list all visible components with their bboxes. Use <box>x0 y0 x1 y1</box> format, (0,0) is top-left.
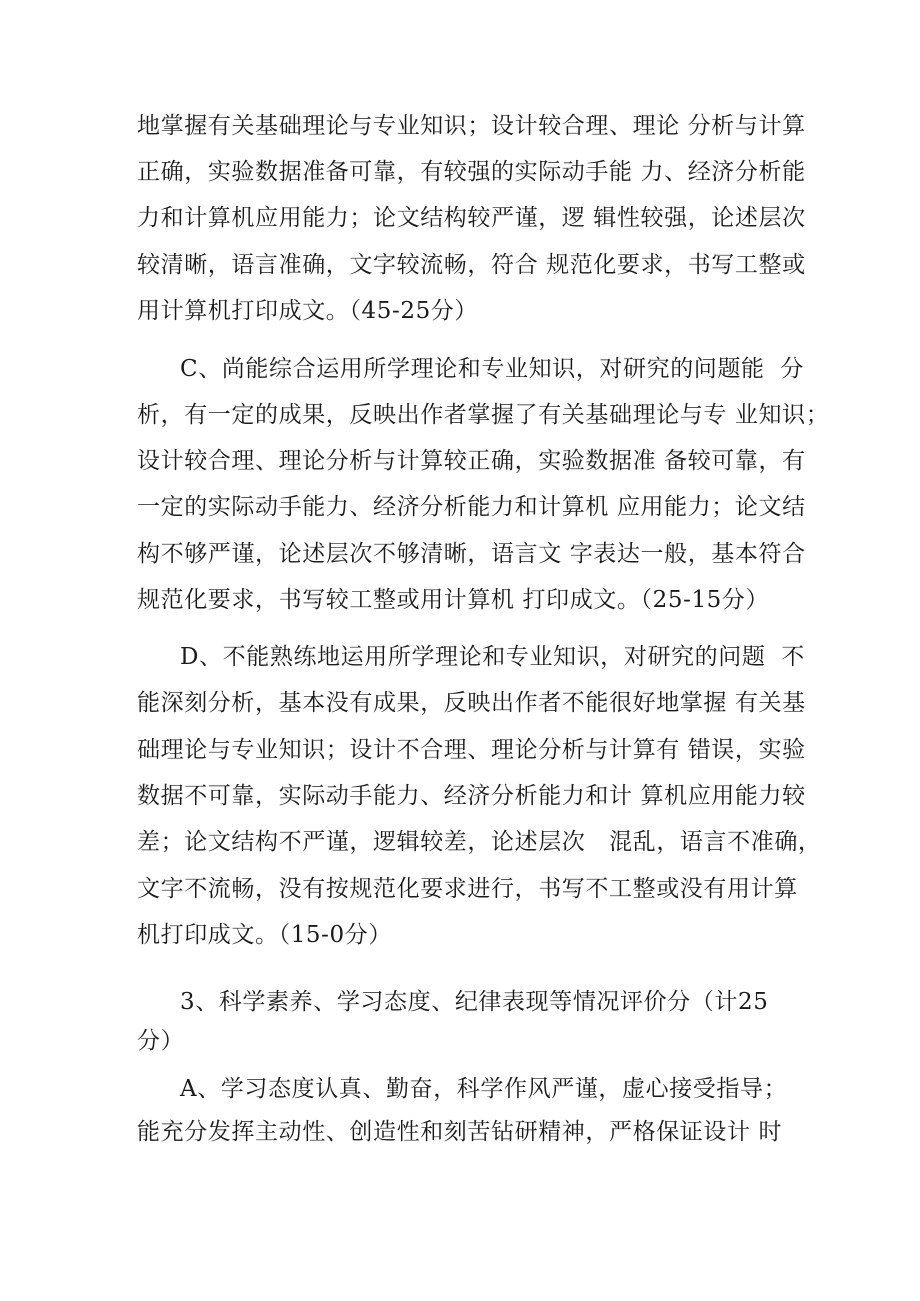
text-line: 正确，实验数据准备可靠，有较强的实际动手能 力、经济分析能 <box>137 159 806 185</box>
text-line: 设计较合理、理论分析与计算较正确，实验数据准 备较可靠，有 <box>137 448 806 474</box>
text-line: 数据不可靠，实际动手能力、经济分析能力和计 算机应用能力较 <box>137 783 806 809</box>
paragraph-d-start: D、不能熟练地运用所学理论和专业知识，对研究的问题 不 <box>180 644 805 670</box>
text-line: 一定的实际动手能力、经济分析能力和计算机 应用能力；论文结 <box>137 494 806 520</box>
text-line: 差；论文结构不严谨，逻辑较差，论述层次 混乱，语言不准确， <box>137 829 822 855</box>
text-line: 能充分发挥主动性、创造性和刻苦钻研精神，严格保证设计 时 <box>137 1119 783 1145</box>
text-line: 分） <box>137 1028 185 1054</box>
text-line: 构不够严谨，论述层次不够清晰，语言文 字表达一般，基本符合 <box>137 541 806 567</box>
text-line: 用计算机打印成文。（45-25分） <box>137 298 479 324</box>
text-line: 较清晰，语言准确，文字较流畅，符合 规范化要求，书写工整或 <box>137 252 806 278</box>
text-line: 地掌握有关基础理论与专业知识；设计较合理、理论 分析与计算 <box>137 113 806 139</box>
text-line: 础理论与专业知识；设计不合理、理论分析与计算有 错误，实验 <box>137 737 806 763</box>
paragraph-a-start: A、学习态度认真、勤奋，科学作风严谨，虚心接受指导； <box>180 1076 788 1102</box>
text-line: 机打印成文。（15-0分） <box>137 922 392 948</box>
section-3-heading: 3、科学素养、学习态度、纪律表现等情况评价分（计25 <box>180 989 769 1015</box>
text-line: 力和计算机应用能力；论文结构较严谨，逻 辑性较强，论述层次 <box>137 205 806 231</box>
text-line: 规范化要求，书写较工整或用计算机 打印成文。（25-15分） <box>137 587 770 613</box>
text-line: 析，有一定的成果，反映出作者掌握了有关基础理论与专 业知识； <box>137 402 830 428</box>
text-line: 能深刻分析，基本没有成果，反映出作者不能很好地掌握 有关基 <box>137 690 806 716</box>
paragraph-c-start: C、尚能综合运用所学理论和专业知识，对研究的问题能 分 <box>180 356 805 382</box>
text-line: 文字不流畅，没有按规范化要求进行，书写不工整或没有用计算 <box>137 876 798 902</box>
